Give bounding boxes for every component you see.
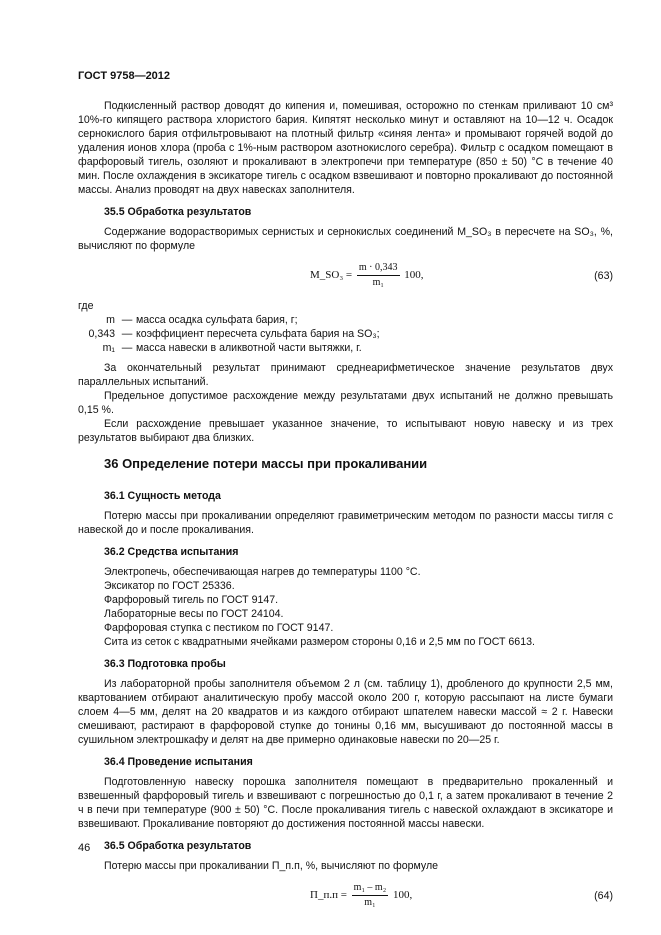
legend-text: масса навески в аликвотной части вытяжки, г. (136, 342, 362, 354)
heading-36-1: 36.1 Сущность метода (104, 490, 221, 502)
formula-denominator: m₁ (372, 277, 384, 288)
formula-tail: 100, (404, 269, 424, 282)
formula-fraction (357, 261, 400, 290)
legend-symbol: m₁ (102, 342, 115, 354)
formula-numerator: m₁ – m₂ (352, 881, 389, 896)
document-header: ГОСТ 9758—2012 (78, 70, 171, 82)
formula-numerator: m · 0,343 (357, 261, 400, 276)
paragraph-tolerance: Предельное допустимое расхождение между результатами двух испытаний не должно превышать 0,15 %. (78, 390, 613, 416)
legend-text: масса осадка сульфата бария, г; (136, 314, 298, 326)
formula-64 (78, 879, 613, 913)
formula-lhs: П_п.п = (310, 889, 347, 902)
paragraph-final-result: За окончательный результат принимают среднеарифметическое значение результатов двух параллельных испытаний. (78, 362, 613, 388)
formula-tail: 100, (392, 889, 413, 902)
legend-dash: — (121, 342, 133, 354)
heading-36-4: 36.4 Проведение испытания (104, 756, 253, 768)
list-item: Электропечь, обеспечивающая нагрев до температуры 1100 °С. (104, 566, 421, 578)
heading-35-5: 35.5 Обработка результатов (104, 206, 252, 218)
legend-symbol: m (106, 314, 115, 326)
formula-intro-64: Потерю массы при прокаливании П_п.п, %, вычисляют по формуле (104, 860, 439, 872)
legend-symbol: 0,343 (88, 328, 115, 340)
formula-63 (78, 259, 613, 293)
equation-number: (64) (594, 890, 613, 902)
variable-legend (78, 313, 613, 355)
heading-36: 36 Определение потери массы при прокаливании (104, 456, 428, 471)
paragraph-intro: Подкисленный раствор доводят до кипения и, помешивая, осторожно по стенкам приливают 10 см³ 10%-го кипящего раствора хлористого бария. Кипятят несколько минут и оставляют на 10—12 ч. Осадок сернокислого бария отфильтровывают на плотный фильтр «синяя лента» и промывают горячей водой до удаления ионов хлора (проба с 1%-ным раствором азотнокислого серебра). Фильтр с осадком помещают в фарфоровый тигель, озоляют и прокаливают в электропечи при температуре (850 ± 50) °С в течение 40 мин. После охлаждения в эксикаторе тигель с осадком взвешивают и повторно прокаливают до постоянной массы. Анализ проводят на двух навесках заполнителя. (78, 100, 613, 196)
formula-fraction (352, 881, 389, 910)
heading-36-2: 36.2 Средства испытания (104, 546, 239, 558)
heading-36-3: 36.3 Подготовка пробы (104, 658, 226, 670)
paragraph-sample-prep: Из лабораторной пробы заполнителя объемом 2 л (см. таблицу 1), дробленого до крупности 2,5 мм, квартованием отбирают аналитическую пробу массой около 200 г, которую рассыпают на листе бумаги слоем 4—5 мм, делят на 20 квадратов и из каждого отбирают шпателем навески массой ≈ 2 г. Навески смешивают, растирают в фарфоровой ступке до тонины 0,16 мм, высушивают до постоянной массы в сушильном электрошкафу и делят на две примерно одинаковые навески по 20—25 г. (78, 678, 613, 746)
formula-lhs: M_SO₃ = (310, 269, 353, 282)
list-item: Эксикатор по ГОСТ 25336. (104, 580, 235, 592)
legend-dash: — (121, 328, 133, 340)
list-item: Фарфоровая ступка с пестиком по ГОСТ 9147. (104, 622, 334, 634)
heading-36-5: 36.5 Обработка результатов (104, 840, 252, 852)
paragraph-procedure: Подготовленную навеску порошка заполнителя помещают в предварительно прокаленный и взвешенный фарфоровый тигель и взвешивают с погрешностью до 0,1 г, а затем прокаливают в течение 2 ч в печи при температуре (900 ± 50) °С. После прокаливания тигель с навеской охлаждают в эксикаторе и взвешивают. Прокаливание повторяют до достижения постоянной массы навески. (78, 776, 613, 830)
equipment-list (78, 565, 613, 649)
list-item: Лабораторные весы по ГОСТ 24104. (104, 608, 284, 620)
paragraph-retest: Если расхождение превышает указанное значение, то испытывают новую навеску и из трех результатов выбирают два близких. (78, 418, 613, 444)
list-item: Сита из сеток с квадратными ячейками размером стороны 0,16 и 2,5 мм по ГОСТ 6613. (104, 636, 535, 648)
where-label: где (78, 300, 94, 312)
equation-number: (63) (594, 270, 613, 282)
legend-dash: — (121, 314, 133, 326)
list-item: Фарфоровый тигель по ГОСТ 9147. (104, 594, 279, 606)
formula-denominator: m₁ (364, 897, 376, 908)
paragraph-method: Потерю массы при прокаливании определяют гравиметрическим методом по разности массы тигля с навеской до и после прокаливания. (78, 510, 613, 536)
page-number: 46 (78, 842, 91, 854)
document-body (78, 99, 613, 919)
formula-intro-63: Содержание водорастворимых сернистых и сернокислых соединений M_SO₃ в пересчете на SO₃, %, вычисляют по формуле (78, 226, 613, 252)
legend-text: коэффициент пересчета сульфата бария на SO₃; (136, 328, 380, 340)
